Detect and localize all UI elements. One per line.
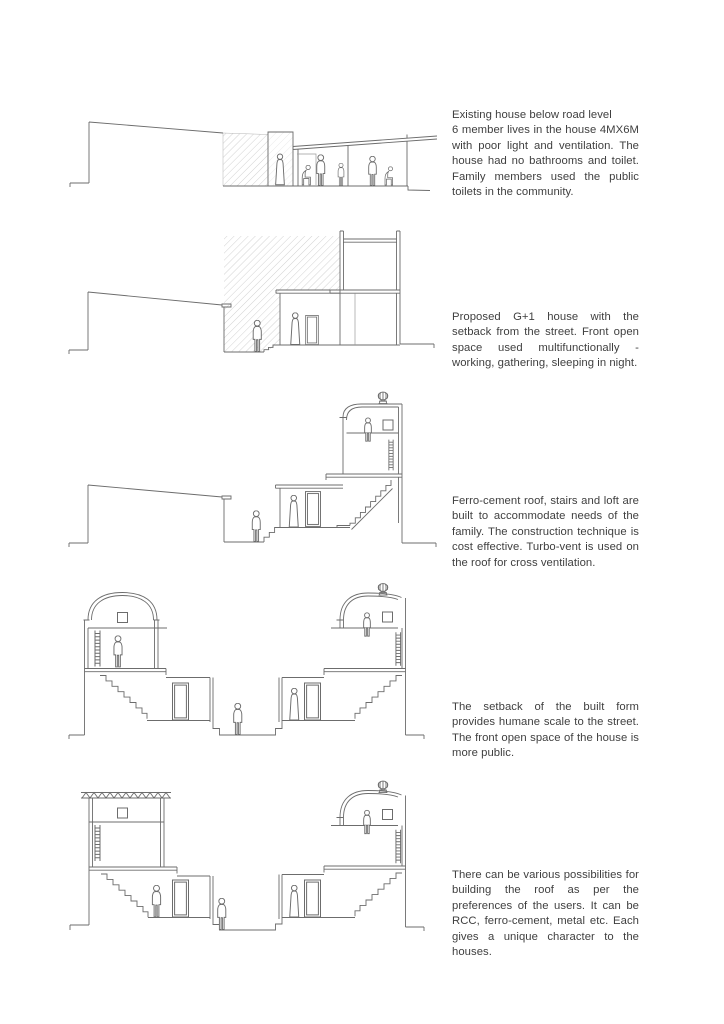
caption-heading: Existing house below road level	[452, 109, 612, 121]
seated-person-figure-icon	[302, 165, 310, 185]
person-figure-icon	[289, 495, 298, 527]
sitting-person-figure-icon	[364, 810, 371, 833]
person-figure-icon	[290, 688, 299, 720]
right-house-lines	[279, 593, 424, 739]
street-lines	[213, 722, 282, 735]
ladder-icon	[389, 440, 393, 471]
ladder-icon	[396, 830, 401, 863]
person-figure-icon	[252, 511, 260, 542]
caption-body: 6 member lives in the house 4MX6M with poor light and ventilation. The house had no bathrooms and toilet. Family members used the public toilets in the community.	[452, 124, 639, 199]
earth-hatch-block	[223, 133, 268, 186]
window-icon	[118, 808, 128, 818]
door-icon	[306, 315, 319, 344]
seated-person-figure-icon	[385, 167, 393, 185]
ladder-icon	[396, 632, 401, 665]
window-icon	[118, 613, 128, 623]
right-house-lines	[279, 791, 424, 932]
sitting-person-figure-icon	[364, 613, 371, 636]
left-house-lines	[70, 798, 213, 930]
window-icon	[383, 612, 393, 622]
caption-body: The setback of the built form provides humane scale to the street. The front open space of the house is more public.	[452, 701, 639, 760]
sitting-person-figure-icon	[365, 418, 372, 441]
person-figure-icon	[152, 885, 160, 917]
house-structure-lines	[276, 404, 437, 547]
person-figure-icon	[114, 636, 122, 667]
section-drawing-proposed-g1-house	[58, 228, 443, 363]
caption-proposed-g1	[452, 310, 639, 372]
road-and-ground-lines	[69, 485, 280, 547]
section-drawing-roof-variations	[55, 772, 445, 964]
door-icon	[173, 880, 189, 917]
turbo-vent-icon	[378, 392, 388, 404]
door-icon	[173, 683, 189, 720]
person-figure-icon	[291, 313, 300, 345]
ladder-icon	[95, 825, 100, 861]
caption-existing-house	[452, 108, 639, 200]
person-figure-icon	[317, 155, 325, 186]
caption-roof-possibilities	[452, 868, 639, 960]
caption-body: Ferro-cement roof, stairs and loft are built to accommodate needs of the family. The construction technique is cost effective. Turbo-vent is used on the roof for cross ventilation.	[452, 495, 639, 569]
section-drawing-existing-house	[58, 103, 443, 208]
section-drawing-ferrocement-roof-house	[58, 390, 443, 568]
door-icon	[305, 683, 321, 720]
left-house-truss-roof-lines	[81, 793, 171, 799]
window-icon	[383, 420, 393, 430]
caption-ferrocement-roof	[452, 494, 639, 571]
interior-hint-lines	[297, 154, 316, 185]
ladder-icon	[95, 631, 100, 667]
person-figure-icon	[369, 156, 377, 185]
caption-setback-street	[452, 700, 639, 762]
door-icon	[305, 880, 321, 917]
person-figure-icon	[234, 703, 242, 734]
earth-hatch-area	[224, 236, 340, 352]
person-figure-icon	[290, 885, 299, 917]
window-icon	[383, 810, 393, 820]
person-figure-icon	[338, 163, 344, 185]
section-drawing-street-between-houses	[55, 582, 445, 758]
caption-body: Proposed G+1 house with the setback from the street. Front open space used multifunctionally - working, gathering, sleeping in night.	[452, 311, 639, 370]
caption-body: There can be various possibilities for building the roof as per the preferences of the users. It can be RCC, ferro-cement, metal etc. Each gives a unique character to the houses.	[452, 869, 639, 959]
left-house-lines	[69, 593, 213, 740]
door-icon	[305, 492, 320, 527]
